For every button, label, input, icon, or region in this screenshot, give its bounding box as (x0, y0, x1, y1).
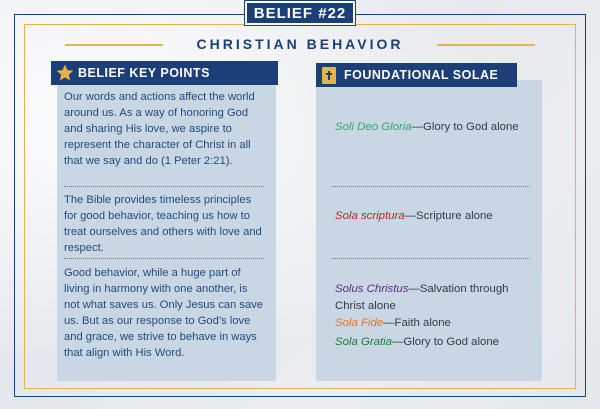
key-points-header (51, 61, 278, 85)
sola-english: —Glory to God alone (391, 336, 499, 348)
key-point-1: Our words and actions affect the world around us. As a way of honoring God and sharing His love, we aspire to represent the character of Christ in all that we say and do (1 Peter 2:21). (64, 91, 255, 167)
sola-item-solus-christus (335, 281, 535, 314)
sola-english: —Faith alone (383, 317, 451, 329)
key-point-3: Good behavior, while a huge part of living in harmony with one another, is not what saves us. Only Jesus can save us. But as our response to God’s love and grace, we strive to behave in ways that align with His Word. (64, 267, 263, 359)
sola-latin: Sola Gratia (335, 336, 392, 348)
title-divider-left (65, 44, 163, 46)
solae-header (316, 63, 517, 87)
dotted-divider (332, 258, 530, 259)
sola-item-sola-gratia (335, 334, 535, 351)
title-divider-right (437, 44, 535, 46)
dotted-divider (64, 186, 264, 187)
sola-item-sola-fide (335, 315, 535, 332)
sola-item-sola-scriptura (335, 208, 535, 225)
solae-header-label: FOUNDATIONAL SOLAE (344, 68, 499, 82)
star-icon (55, 63, 75, 83)
title-row (60, 35, 540, 53)
bible-cross-icon (322, 67, 336, 84)
key-points-header-label: BELIEF KEY POINTS (78, 66, 210, 80)
sola-latin: Sola Fide (335, 317, 384, 329)
sola-english: —Glory to God alone (411, 121, 519, 133)
sola-latin: Sola scriptura (335, 210, 405, 222)
sola-latin: Solus Christus (335, 283, 409, 295)
belief-number-badge: BELIEF #22 (245, 1, 355, 25)
sola-item-soli-deo-gloria (335, 119, 535, 136)
key-point-2: The Bible provides timeless principles for good behavior, teaching us how to treat ourselves and others with love and respect. (64, 194, 262, 254)
dotted-divider (64, 258, 264, 259)
sola-english: —Salvation through Christ alone (335, 283, 509, 312)
sola-latin: Soli Deo Gloria (335, 121, 412, 133)
dotted-divider (332, 186, 530, 187)
page-title: CHRISTIAN BEHAVIOR (196, 36, 404, 52)
sola-english: —Scripture alone (404, 210, 493, 222)
